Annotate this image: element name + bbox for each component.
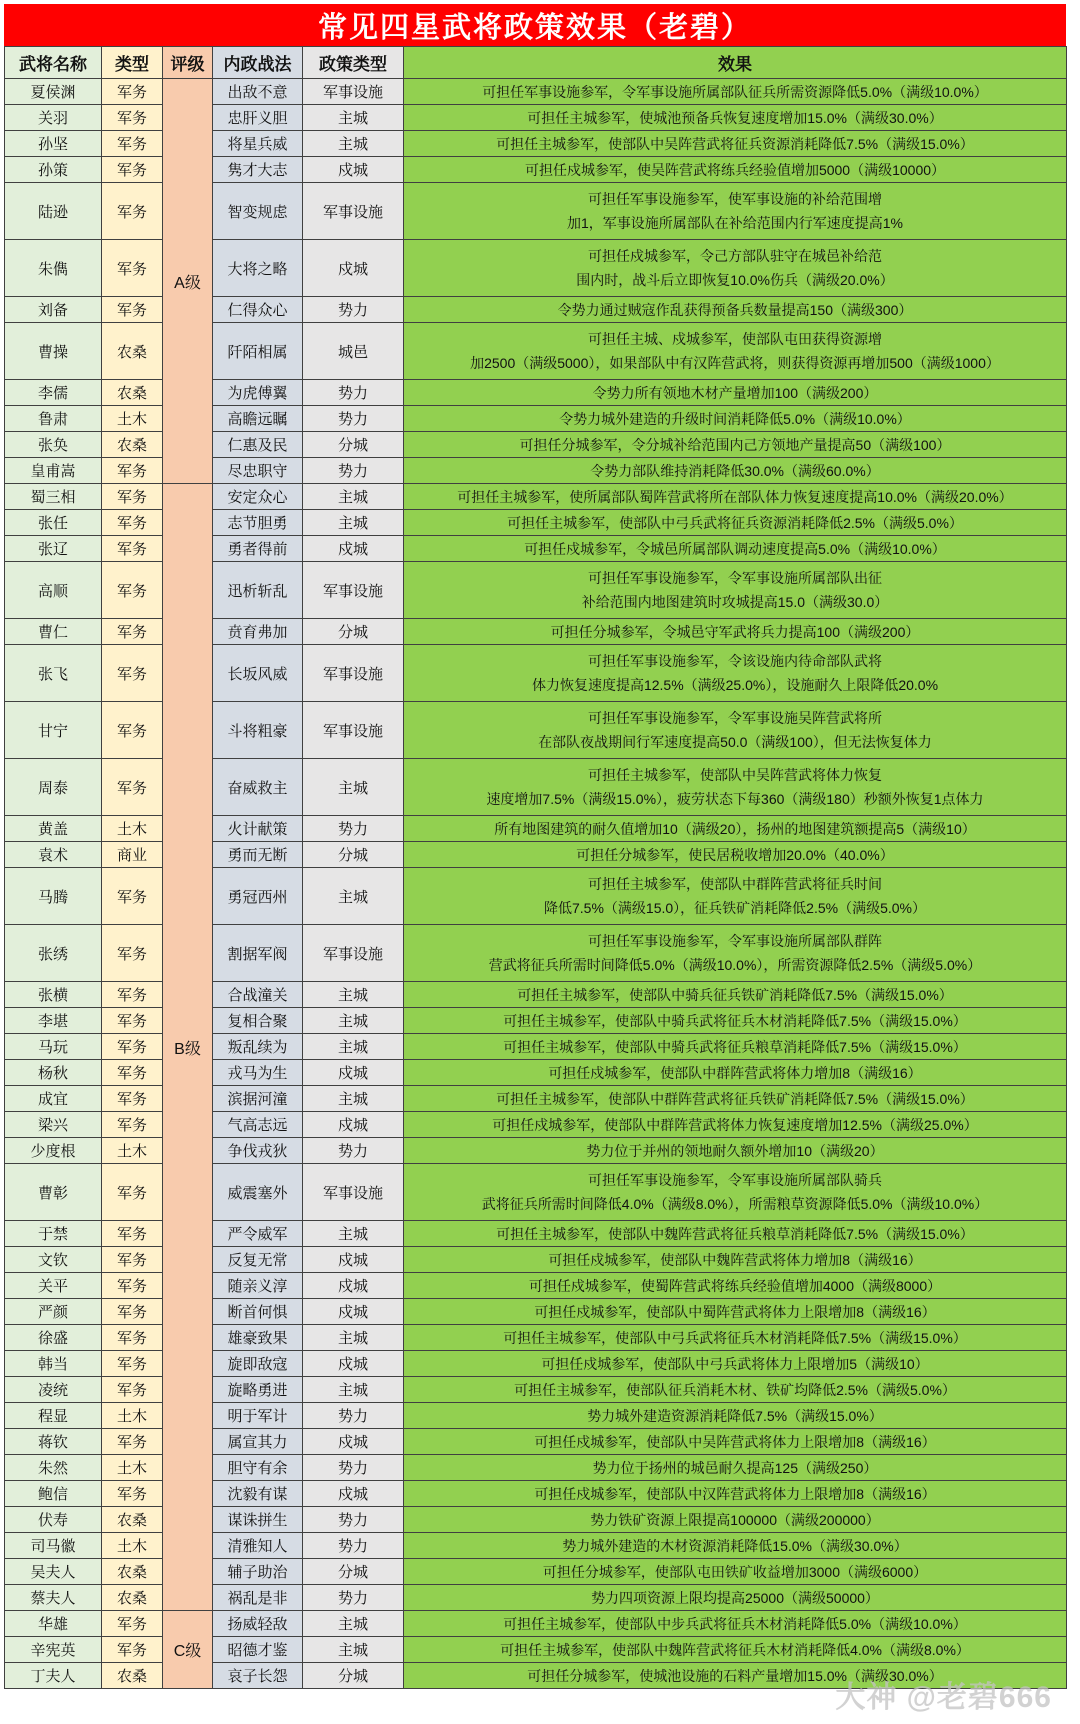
tactic-cell: 仁惠及民 [213, 432, 303, 458]
policy-type-cell: 主城 [303, 105, 404, 131]
general-name-cell: 司马徽 [5, 1533, 102, 1559]
type-cell: 军务 [102, 536, 163, 562]
type-cell: 军务 [102, 925, 163, 982]
general-name-cell: 张飞 [5, 645, 102, 702]
general-name-cell: 梁兴 [5, 1112, 102, 1138]
tactic-cell: 昭德才鉴 [213, 1637, 303, 1663]
tactic-cell: 勇冠西州 [213, 868, 303, 925]
type-cell: 军务 [102, 131, 163, 157]
tactic-cell: 旋略勇进 [213, 1377, 303, 1403]
policy-type-cell: 戍城 [303, 1060, 404, 1086]
type-cell: 商业 [102, 842, 163, 868]
tactic-cell: 勇而无断 [213, 842, 303, 868]
type-cell: 军务 [102, 1034, 163, 1060]
type-cell: 军务 [102, 645, 163, 702]
effect-cell: 可担任主城参军，使部队中吴阵营武将体力恢复 速度增加7.5%（满级15.0%），疲劳状态下每360（满级180）秒额外恢复1点体力 [404, 759, 1067, 816]
general-name-cell: 鲁肃 [5, 406, 102, 432]
type-cell: 军务 [102, 619, 163, 645]
general-name-cell: 徐盛 [5, 1325, 102, 1351]
policy-type-cell: 分城 [303, 1663, 404, 1689]
tactic-cell: 哀子长怨 [213, 1663, 303, 1689]
effect-cell: 可担任分城参军，使城池设施的石料产量增加15.0%（满级30.0%） [404, 1663, 1067, 1689]
tactic-cell: 志节胆勇 [213, 510, 303, 536]
policy-type-cell: 势力 [303, 1455, 404, 1481]
policy-type-cell: 势力 [303, 406, 404, 432]
general-name-cell: 马腾 [5, 868, 102, 925]
type-cell: 农桑 [102, 1663, 163, 1689]
general-name-cell: 鲍信 [5, 1481, 102, 1507]
general-name-cell: 朱然 [5, 1455, 102, 1481]
effect-cell: 势力城外建造资源消耗降低7.5%（满级15.0%） [404, 1403, 1067, 1429]
effect-cell: 令势力城外建造的升级时间消耗降低5.0%（满级10.0%） [404, 406, 1067, 432]
general-name-cell: 辛宪英 [5, 1637, 102, 1663]
tactic-cell: 滨据河潼 [213, 1086, 303, 1112]
tactic-cell: 属宣其力 [213, 1429, 303, 1455]
general-name-cell: 关平 [5, 1273, 102, 1299]
policy-type-cell: 戍城 [303, 536, 404, 562]
effect-cell: 可担任主城参军，使部队中骑兵武将征兵粮草消耗降低7.5%（满级15.0%） [404, 1034, 1067, 1060]
type-cell: 农桑 [102, 1507, 163, 1533]
type-cell: 军务 [102, 458, 163, 484]
general-name-cell: 朱儁 [5, 240, 102, 297]
type-cell: 军务 [102, 1112, 163, 1138]
effect-cell: 可担任戍城参军，使部队中群阵营武将体力恢复速度增加12.5%（满级25.0%） [404, 1112, 1067, 1138]
general-name-cell: 黄盖 [5, 816, 102, 842]
type-cell: 军务 [102, 297, 163, 323]
tactic-cell: 阡陌相属 [213, 323, 303, 380]
tactic-cell: 安定众心 [213, 484, 303, 510]
column-header-name: 武将名称 [5, 47, 102, 79]
tactic-cell: 火计献策 [213, 816, 303, 842]
effect-cell: 可担任军事设施参军，令军事设施吴阵营武将所 在部队夜战期间行军速度提高50.0（满级100），但无法恢复体力 [404, 702, 1067, 759]
tactic-cell: 合战潼关 [213, 982, 303, 1008]
general-name-cell: 夏侯渊 [5, 79, 102, 105]
effect-cell: 可担任军事设施参军，使军事设施的补给范围增 加1，军事设施所属部队在补给范围内行军速度提高1% [404, 183, 1067, 240]
general-name-cell: 韩当 [5, 1351, 102, 1377]
tactic-cell: 大将之略 [213, 240, 303, 297]
policy-type-cell: 势力 [303, 1507, 404, 1533]
type-cell: 军务 [102, 157, 163, 183]
effect-cell: 可担任戍城参军，使蜀阵营武将练兵经验值增加4000（满级8000） [404, 1273, 1067, 1299]
general-name-cell: 马玩 [5, 1034, 102, 1060]
type-cell: 军务 [102, 1273, 163, 1299]
tactic-cell: 割据军阀 [213, 925, 303, 982]
type-cell: 军务 [102, 1086, 163, 1112]
column-header-rating: 评级 [163, 47, 213, 79]
tactic-cell: 奋威救主 [213, 759, 303, 816]
general-name-cell: 周泰 [5, 759, 102, 816]
tactic-cell: 智变规虑 [213, 183, 303, 240]
effect-cell: 可担任军事设施参军，令军事设施所属部队骑兵 武将征兵所需时间降低4.0%（满级8.0%），所需粮草资源降低5.0%（满级10.0%） [404, 1164, 1067, 1221]
policy-type-cell: 戍城 [303, 1481, 404, 1507]
effect-cell: 所有地图建筑的耐久值增加10（满级20），扬州的地图建筑额提高5（满级10） [404, 816, 1067, 842]
type-cell: 农桑 [102, 323, 163, 380]
effect-cell: 可担任主城参军，使部队中群阵营武将征兵时间 降低7.5%（满级15.0），征兵铁矿消耗降低2.5%（满级5.0%） [404, 868, 1067, 925]
policy-type-cell: 主城 [303, 868, 404, 925]
table-row [5, 1611, 1067, 1637]
tactic-cell: 隽才大志 [213, 157, 303, 183]
policy-type-cell: 主城 [303, 1034, 404, 1060]
type-cell: 军务 [102, 484, 163, 510]
general-name-cell: 甘宁 [5, 702, 102, 759]
tactic-cell: 威震塞外 [213, 1164, 303, 1221]
type-cell: 军务 [102, 1377, 163, 1403]
policy-type-cell: 主城 [303, 1637, 404, 1663]
policy-type-cell: 军事设施 [303, 702, 404, 759]
type-cell: 军务 [102, 759, 163, 816]
tactic-cell: 出敌不意 [213, 79, 303, 105]
policy-type-cell: 分城 [303, 619, 404, 645]
tactic-cell: 高瞻远瞩 [213, 406, 303, 432]
policy-type-cell: 主城 [303, 1325, 404, 1351]
effect-cell: 可担任分城参军，使民居税收增加20.0%（40.0%） [404, 842, 1067, 868]
type-cell: 农桑 [102, 432, 163, 458]
general-name-cell: 伏寿 [5, 1507, 102, 1533]
tactic-cell: 胆守有余 [213, 1455, 303, 1481]
table-row [5, 484, 1067, 510]
effect-cell: 势力城外建造的木材资源消耗降低15.0%（满级30.0%） [404, 1533, 1067, 1559]
effect-cell: 可担任主城参军，使部队中魏阵营武将征兵木材消耗降低4.0%（满级8.0%） [404, 1637, 1067, 1663]
policy-type-cell: 主城 [303, 1008, 404, 1034]
effect-cell: 势力四项资源上限均提高25000（满级50000） [404, 1585, 1067, 1611]
policy-type-cell: 军事设施 [303, 562, 404, 619]
watermark: 大神 @老碧666 [835, 1681, 1052, 1714]
general-name-cell: 华雄 [5, 1611, 102, 1637]
tactic-cell: 仁得众心 [213, 297, 303, 323]
type-cell: 军务 [102, 183, 163, 240]
column-header-tactic: 内政战法 [213, 47, 303, 79]
effect-cell: 可担任军事设施参军，令军事设施所属部队出征 补给范围内地图建筑时攻城提高15.0（满级30.0） [404, 562, 1067, 619]
effect-cell: 可担任主城参军，使部队中弓兵武将征兵木材消耗降低7.5%（满级15.0%） [404, 1325, 1067, 1351]
effect-cell: 可担任军事设施参军，令军事设施所属部队征兵所需资源降低5.0%（满级10.0%） [404, 79, 1067, 105]
general-name-cell: 孙策 [5, 157, 102, 183]
policy-type-cell: 戍城 [303, 157, 404, 183]
general-name-cell: 刘备 [5, 297, 102, 323]
general-name-cell: 曹操 [5, 323, 102, 380]
general-name-cell: 文钦 [5, 1247, 102, 1273]
rating-group-cell: A级 [163, 79, 213, 484]
tactic-cell: 贲育弗加 [213, 619, 303, 645]
general-name-cell: 张任 [5, 510, 102, 536]
general-name-cell: 袁术 [5, 842, 102, 868]
tactic-cell: 尽忠职守 [213, 458, 303, 484]
type-cell: 军务 [102, 562, 163, 619]
effect-cell: 可担任主城参军，使部队中弓兵武将征兵资源消耗降低2.5%（满级5.0%） [404, 510, 1067, 536]
policy-type-cell: 军事设施 [303, 645, 404, 702]
general-name-cell: 吴夫人 [5, 1559, 102, 1585]
general-name-cell: 成宜 [5, 1086, 102, 1112]
type-cell: 土木 [102, 1403, 163, 1429]
type-cell: 军务 [102, 1164, 163, 1221]
effect-cell: 势力铁矿资源上限提高100000（满级200000） [404, 1507, 1067, 1533]
policy-type-cell: 势力 [303, 1585, 404, 1611]
policy-type-cell: 戍城 [303, 1273, 404, 1299]
policy-type-cell: 主城 [303, 759, 404, 816]
type-cell: 军务 [102, 1008, 163, 1034]
type-cell: 土木 [102, 1138, 163, 1164]
policy-type-cell: 戍城 [303, 1299, 404, 1325]
type-cell: 农桑 [102, 1559, 163, 1585]
tactic-cell: 为虎傅翼 [213, 380, 303, 406]
policy-type-cell: 军事设施 [303, 183, 404, 240]
tactic-cell: 叛乱续为 [213, 1034, 303, 1060]
effect-cell: 可担任戍城参军，使部队中魏阵营武将体力增加8（满级16） [404, 1247, 1067, 1273]
general-name-cell: 凌统 [5, 1377, 102, 1403]
tactic-cell: 清雅知人 [213, 1533, 303, 1559]
type-cell: 军务 [102, 982, 163, 1008]
effect-cell: 可担任分城参军，使部队屯田铁矿收益增加3000（满级6000） [404, 1559, 1067, 1585]
tactic-cell: 复相合聚 [213, 1008, 303, 1034]
general-name-cell: 蔡夫人 [5, 1585, 102, 1611]
policy-type-cell: 军事设施 [303, 925, 404, 982]
policy-type-cell: 势力 [303, 1403, 404, 1429]
policy-type-cell: 主城 [303, 982, 404, 1008]
effect-cell: 令势力所有领地木材产量增加100（满级200） [404, 380, 1067, 406]
tactic-cell: 迅析斩乱 [213, 562, 303, 619]
tactic-cell: 谋诛拼生 [213, 1507, 303, 1533]
policy-type-cell: 主城 [303, 510, 404, 536]
general-name-cell: 蜀三相 [5, 484, 102, 510]
effect-cell: 可担任戍城参军，使部队中汉阵营武将体力上限增加8（满级16） [404, 1481, 1067, 1507]
effect-cell: 可担任主城参军，使城池预备兵恢复速度增加15.0%（满级30.0%） [404, 105, 1067, 131]
general-name-cell: 李儒 [5, 380, 102, 406]
effect-cell: 可担任主城参军，使部队中步兵武将征兵木材消耗降低5.0%（满级10.0%） [404, 1611, 1067, 1637]
effect-cell: 可担任戍城参军，令己方部队驻守在城邑补给范 围内时，战斗后立即恢复10.0%伤兵（满级20.0%） [404, 240, 1067, 297]
effect-cell: 可担任主城参军，使部队征兵消耗木材、铁矿均降低2.5%（满级5.0%） [404, 1377, 1067, 1403]
tactic-cell: 旋即敌寇 [213, 1351, 303, 1377]
tactic-cell: 明于军计 [213, 1403, 303, 1429]
type-cell: 土木 [102, 816, 163, 842]
column-header-type: 类型 [102, 47, 163, 79]
policy-type-cell: 戍城 [303, 1351, 404, 1377]
tactic-cell: 长坂风威 [213, 645, 303, 702]
type-cell: 军务 [102, 240, 163, 297]
column-header-effect: 效果 [404, 47, 1067, 79]
general-name-cell: 张绣 [5, 925, 102, 982]
policy-type-cell: 军事设施 [303, 1164, 404, 1221]
type-cell: 军务 [102, 1060, 163, 1086]
type-cell: 军务 [102, 868, 163, 925]
tactic-cell: 反复无常 [213, 1247, 303, 1273]
policy-type-cell: 势力 [303, 816, 404, 842]
general-name-cell: 曹彰 [5, 1164, 102, 1221]
policy-type-cell: 军事设施 [303, 79, 404, 105]
policy-type-cell: 势力 [303, 380, 404, 406]
tactic-cell: 沈毅有谋 [213, 1481, 303, 1507]
effect-cell: 可担任军事设施参军，令该设施内待命部队武将 体力恢复速度提高12.5%（满级25.0%），设施耐久上限降低20.0% [404, 645, 1067, 702]
effect-cell: 可担任分城参军，令分城补给范围内己方领地产量提高50（满级100） [404, 432, 1067, 458]
effect-cell: 可担任主城参军，使所属部队蜀阵营武将所在部队体力恢复速度提高10.0%（满级20.0%） [404, 484, 1067, 510]
type-cell: 军务 [102, 1299, 163, 1325]
general-name-cell: 杨秋 [5, 1060, 102, 1086]
column-header-policy: 政策类型 [303, 47, 404, 79]
general-name-cell: 李堪 [5, 1008, 102, 1034]
general-name-cell: 陆逊 [5, 183, 102, 240]
tactic-cell: 戎马为生 [213, 1060, 303, 1086]
title-text: 常见四星武将政策效果（老碧） [317, 11, 752, 44]
effect-cell: 可担任主城参军，使部队中吴阵营武将征兵资源消耗降低7.5%（满级15.0%） [404, 131, 1067, 157]
general-name-cell: 丁夫人 [5, 1663, 102, 1689]
effect-cell: 可担任分城参军，令城邑守军武将兵力提高100（满级200） [404, 619, 1067, 645]
type-cell: 军务 [102, 1247, 163, 1273]
general-name-cell: 少度根 [5, 1138, 102, 1164]
effect-cell: 可担任主城参军，使部队中骑兵征兵铁矿消耗降低7.5%（满级15.0%） [404, 982, 1067, 1008]
general-name-cell: 皇甫嵩 [5, 458, 102, 484]
policy-type-cell: 势力 [303, 1138, 404, 1164]
general-name-cell: 张奂 [5, 432, 102, 458]
policy-type-cell: 戍城 [303, 1112, 404, 1138]
effect-cell: 势力位于并州的领地耐久额外增加10（满级20） [404, 1138, 1067, 1164]
generals-policy-table [4, 46, 1067, 1689]
general-name-cell: 蒋钦 [5, 1429, 102, 1455]
rating-group-cell: B级 [163, 484, 213, 1611]
policy-type-cell: 主城 [303, 1611, 404, 1637]
effect-cell: 可担任军事设施参军，令军事设施所属部队群阵 营武将征兵所需时间降低5.0%（满级10.0%），所需资源降低2.5%（满级5.0%） [404, 925, 1067, 982]
tactic-cell: 勇者得前 [213, 536, 303, 562]
tactic-cell: 气高志远 [213, 1112, 303, 1138]
policy-type-cell: 主城 [303, 1221, 404, 1247]
policy-type-cell: 分城 [303, 1559, 404, 1585]
type-cell: 土木 [102, 406, 163, 432]
policy-type-cell: 势力 [303, 1533, 404, 1559]
type-cell: 土木 [102, 1533, 163, 1559]
policy-type-cell: 戍城 [303, 240, 404, 297]
effect-cell: 可担任戍城参军，使部队中弓兵武将体力上限增加5（满级10） [404, 1351, 1067, 1377]
general-name-cell: 张辽 [5, 536, 102, 562]
table-body [5, 79, 1067, 1689]
effect-cell: 可担任戍城参军，使部队中蜀阵营武将体力上限增加8（满级16） [404, 1299, 1067, 1325]
effect-cell: 可担任主城、戍城参军，使部队屯田获得资源增 加2500（满级5000），如果部队中有汉阵营武将，则获得资源再增加500（满级1000） [404, 323, 1067, 380]
effect-cell: 可担任戍城参军，令城邑所属部队调动速度提高5.0%（满级10.0%） [404, 536, 1067, 562]
general-name-cell: 于禁 [5, 1221, 102, 1247]
type-cell: 军务 [102, 79, 163, 105]
type-cell: 军务 [102, 1351, 163, 1377]
policy-type-cell: 主城 [303, 1377, 404, 1403]
tactic-cell: 祸乱是非 [213, 1585, 303, 1611]
policy-type-cell: 主城 [303, 484, 404, 510]
policy-type-cell: 势力 [303, 458, 404, 484]
type-cell: 军务 [102, 1637, 163, 1663]
effect-cell: 可担任戍城参军，使部队中群阵营武将体力增加8（满级16） [404, 1060, 1067, 1086]
policy-type-cell: 势力 [303, 297, 404, 323]
general-name-cell: 程显 [5, 1403, 102, 1429]
tactic-cell: 忠肝义胆 [213, 105, 303, 131]
general-name-cell: 关羽 [5, 105, 102, 131]
effect-cell: 可担任戍城参军，使部队中吴阵营武将体力上限增加8（满级16） [404, 1429, 1067, 1455]
type-cell: 军务 [102, 105, 163, 131]
type-cell: 军务 [102, 510, 163, 536]
general-name-cell: 张横 [5, 982, 102, 1008]
effect-cell: 可担任主城参军，使部队中骑兵武将征兵木材消耗降低7.5%（满级15.0%） [404, 1008, 1067, 1034]
tactic-cell: 严令威军 [213, 1221, 303, 1247]
policy-type-cell: 戍城 [303, 1247, 404, 1273]
tactic-cell: 扬威轻敌 [213, 1611, 303, 1637]
type-cell: 农桑 [102, 1585, 163, 1611]
type-cell: 军务 [102, 1429, 163, 1455]
effect-cell: 令势力通过贼寇作乱获得预备兵数量提高150（满级300） [404, 297, 1067, 323]
policy-type-cell: 分城 [303, 842, 404, 868]
general-name-cell: 高顺 [5, 562, 102, 619]
effect-cell: 势力位于扬州的城邑耐久提高125（满级250） [404, 1455, 1067, 1481]
policy-type-cell: 分城 [303, 432, 404, 458]
tactic-cell: 随亲义淳 [213, 1273, 303, 1299]
page-title [4, 4, 1066, 46]
tactic-cell: 斗将粗豪 [213, 702, 303, 759]
header-row [5, 47, 1067, 79]
type-cell: 军务 [102, 1611, 163, 1637]
effect-cell: 可担任主城参军，使部队中群阵营武将征兵铁矿消耗降低7.5%（满级15.0%） [404, 1086, 1067, 1112]
general-name-cell: 曹仁 [5, 619, 102, 645]
type-cell: 土木 [102, 1455, 163, 1481]
tactic-cell: 断首何惧 [213, 1299, 303, 1325]
policy-type-cell: 戍城 [303, 1429, 404, 1455]
general-name-cell: 严颜 [5, 1299, 102, 1325]
type-cell: 军务 [102, 1325, 163, 1351]
rating-group-cell: C级 [163, 1611, 213, 1689]
type-cell: 军务 [102, 702, 163, 759]
effect-cell: 令势力部队维持消耗降低30.0%（满级60.0%） [404, 458, 1067, 484]
table-row [5, 79, 1067, 105]
type-cell: 军务 [102, 1481, 163, 1507]
type-cell: 农桑 [102, 380, 163, 406]
tactic-cell: 雄豪致果 [213, 1325, 303, 1351]
type-cell: 军务 [102, 1221, 163, 1247]
tactic-cell: 将星兵威 [213, 131, 303, 157]
tactic-cell: 争伐戎狄 [213, 1138, 303, 1164]
effect-cell: 可担任戍城参军，使吴阵营武将练兵经验值增加5000（满级10000） [404, 157, 1067, 183]
policy-type-cell: 主城 [303, 131, 404, 157]
policy-type-cell: 城邑 [303, 323, 404, 380]
general-name-cell: 孙坚 [5, 131, 102, 157]
tactic-cell: 辅子助治 [213, 1559, 303, 1585]
policy-type-cell: 主城 [303, 1086, 404, 1112]
effect-cell: 可担任主城参军，使部队中魏阵营武将征兵粮草消耗降低7.5%（满级15.0%） [404, 1221, 1067, 1247]
